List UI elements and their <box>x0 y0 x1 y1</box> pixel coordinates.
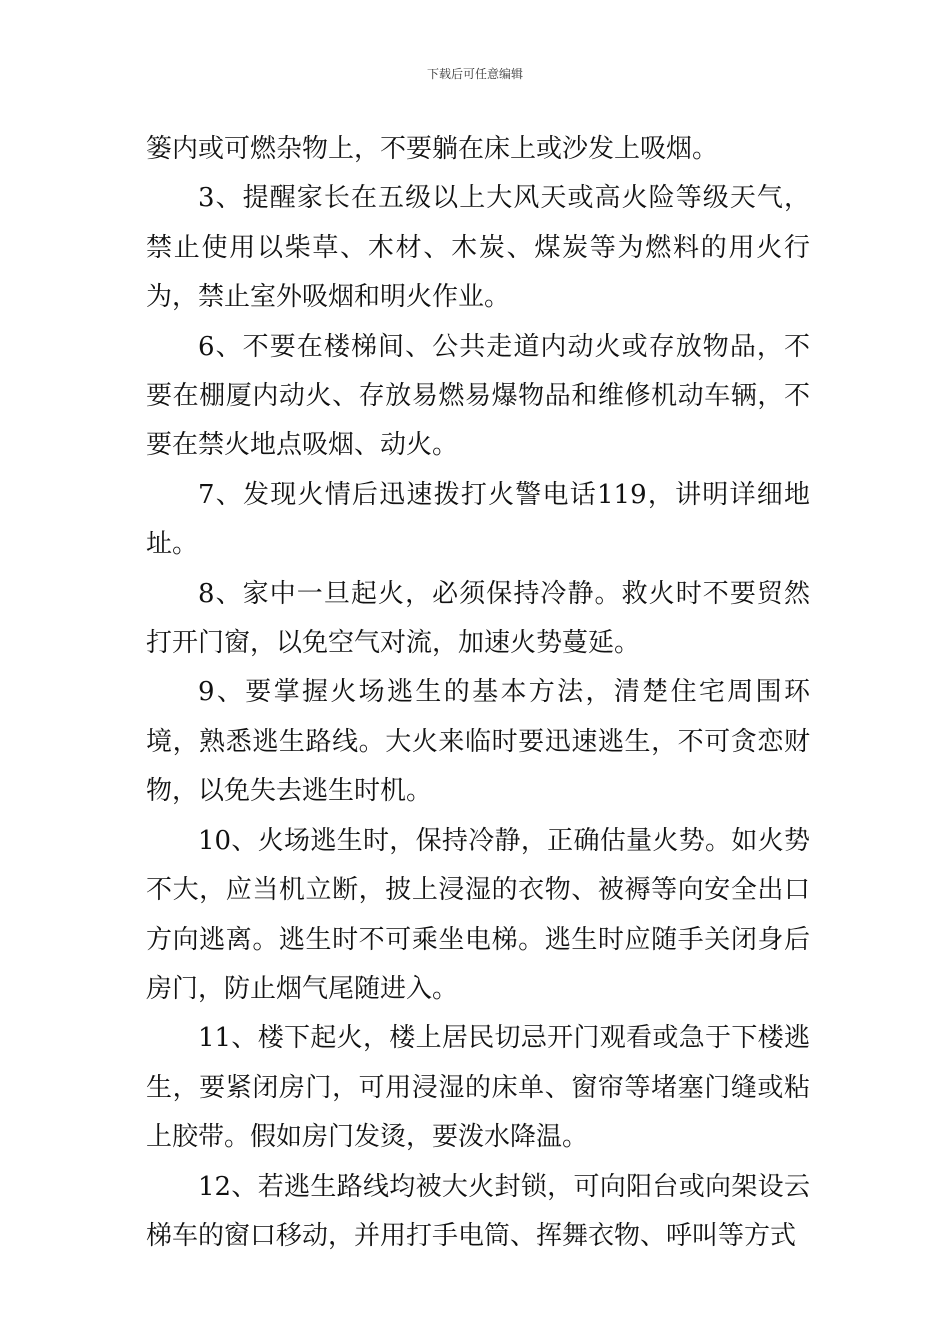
paragraph-item-9: 9、要掌握火场逃生的基本方法，清楚住宅周围环境，熟悉逃生路线。大火来临时要迅速逃生，不可贪恋财物，以免失去逃生时机。 <box>146 677 810 807</box>
page-header: 下载后可任意编辑 <box>426 67 523 81</box>
paragraph-item-8: 8、家中一旦起火，必须保持冷静。救火时不要贸然打开门窗，以免空气对流，加速火势蔓延。 <box>146 578 810 659</box>
paragraph-item-10: 10、火场逃生时，保持冷静，正确估量火势。如火势不大，应当机立断，披上浸湿的衣物、被褥等向安全出口方向逃离。逃生时不可乘坐电梯。逃生时应随手关闭身后房门，防止烟气尾随进入。 <box>146 825 810 1004</box>
paragraph-item-3: 3、提醒家长在五级以上大风天或高火险等级天气，禁止使用以柴草、木材、木炭、煤炭等为燃料的用火行为，禁止室外吸烟和明火作业。 <box>146 183 810 313</box>
paragraph-item-11: 11、楼下起火，楼上居民切忌开门观看或急于下楼逃生，要紧闭房门，可用浸湿的床单、窗帘等堵塞门缝或粘上胶带。假如房门发烫，要泼水降温。 <box>146 1023 810 1153</box>
paragraph-item-6: 6、不要在楼梯间、公共走道内动火或存放物品，不要在棚厦内动火、存放易燃易爆物品和维修机动车辆，不要在禁火地点吸烟、动火。 <box>146 331 810 461</box>
document-body <box>146 125 810 1261</box>
paragraph-item-7: 7、发现火情后迅速拨打火警电话119，讲明详细地址。 <box>146 479 810 560</box>
paragraph-item-12: 12、若逃生路线均被大火封锁，可向阳台或向架设云梯车的窗口移动，并用打手电筒、挥舞衣物、呼叫等方式 <box>146 1171 810 1251</box>
paragraph-continuation: 篓内或可燃杂物上，不要躺在床上或沙发上吸烟。 <box>146 134 719 164</box>
